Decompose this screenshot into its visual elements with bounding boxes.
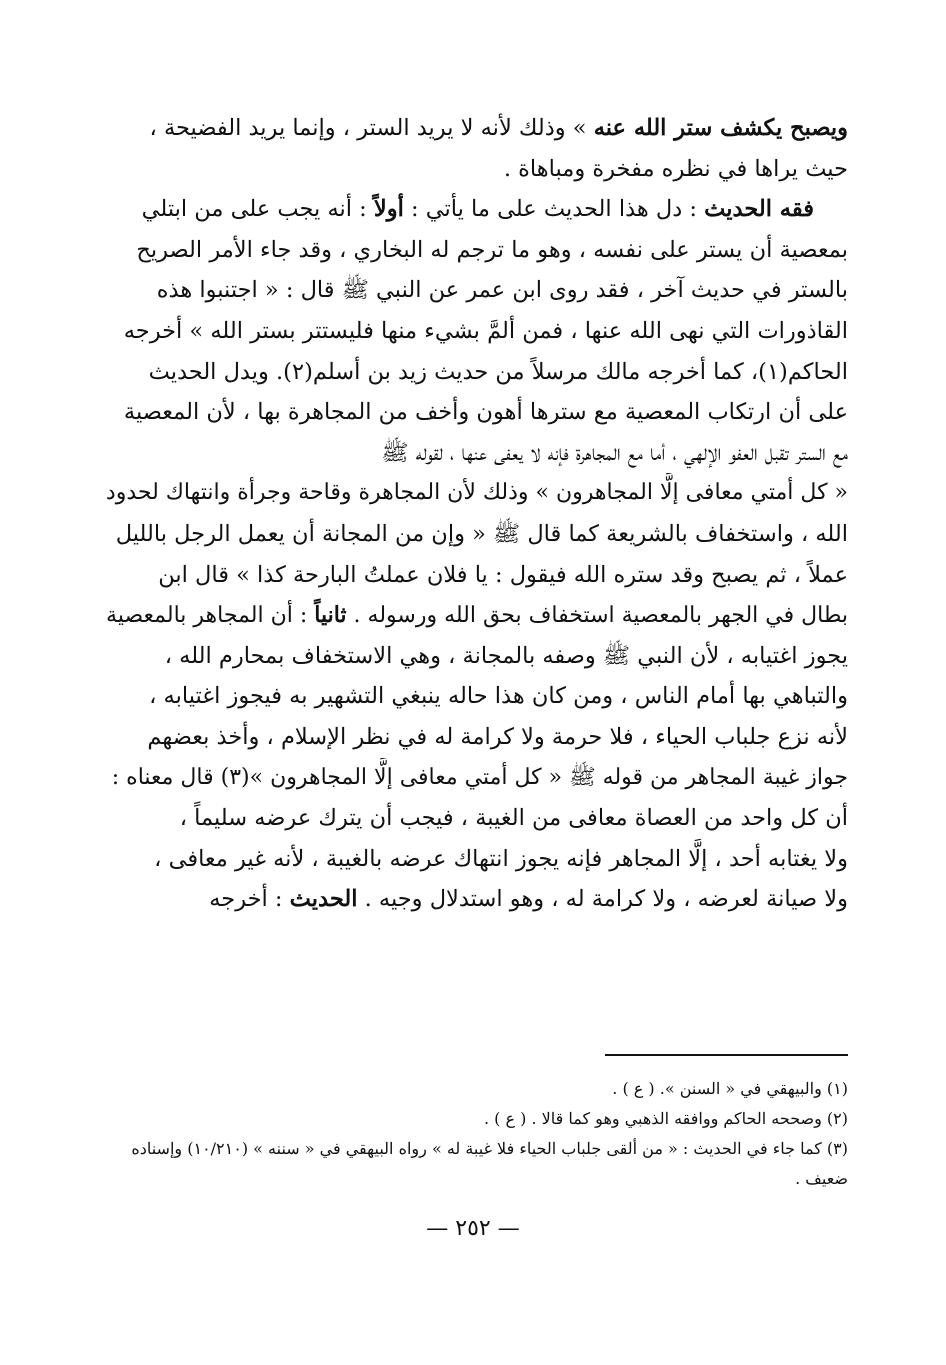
footnote-divider [605, 1054, 848, 1056]
text-line [100, 149, 848, 190]
text-line [100, 839, 848, 880]
text-line [100, 270, 848, 311]
text-run: ولا صيانة لعرضه ، ولا كرامة له ، وهو استدلال وجيه . [357, 886, 848, 913]
footnote-3-continued: ضعيف . [795, 1169, 848, 1188]
footnote-1: (١) والبيهقي في « السنن ». ( ع ) . [612, 1079, 848, 1098]
bold-term: الحديث [289, 886, 358, 913]
text-run: والتباهي بها أمام الناس ، ومن كان هذا حاله ينبغي التشهير به فيجوز اغتيابه ، [149, 683, 848, 710]
bold-term: ويصبح يكشف ستر الله عنه [593, 115, 848, 141]
text-line [100, 230, 848, 271]
text-line [100, 473, 848, 514]
text-run: القاذورات التي نهى الله عنها ، فمن ألمَّ بشيء منها فليستتر بستر الله » أخرجه [123, 317, 848, 344]
text-line [100, 676, 848, 717]
text-run: : أخرجه [209, 886, 290, 913]
text-run: على أن ارتكاب المعصية مع سترها أهون وأخف من المجاهرة بها ، لأن المعصية [123, 399, 848, 426]
bold-term: فقه الحديث [704, 196, 814, 223]
text-line [100, 798, 848, 839]
text-line [100, 433, 848, 474]
text-run: بطال في الجهر بالمعصية استخفاف بحق الله ورسوله . [346, 603, 848, 629]
text-run: حيث يراها في نظره مفخرة ومباهاة . [503, 155, 848, 182]
text-line [100, 108, 848, 149]
footnotes [100, 1074, 848, 1194]
page-number: — ٢٥٢ — [426, 1216, 520, 1241]
text-run: بمعصية أن يستر على نفسه ، وهو ما ترجم له البخاري ، وقد جاء الأمر الصريح [136, 236, 848, 263]
text-run: بالستر في حديث آخر ، فقد روى ابن عمر عن النبي ﷺ قال : « اجتنبوا هذه [156, 277, 848, 304]
text-run: جواز غيبة المجاهر من قوله ﷺ « كل أمتي معافى إلَّا المجاهرون »(٣) قال معناه : [111, 764, 848, 790]
text-run: الله ، واستخفاف بالشريعة كما قال ﷺ « وإن من المجانة أن يعمل الرجل بالليل [115, 520, 848, 547]
text-run: عملاً ، ثم يصبح وقد ستره الله فيقول : يا فلان عملتُ البارحة كذا » قال ابن [158, 561, 848, 588]
text-run: يجوز اغتيابه ، لأن النبي ﷺ وصفه بالمجانة ، وهي الاستخفاف بمحارم الله ، [164, 642, 848, 669]
text-run: : أن المجاهر بالمعصية [106, 603, 315, 629]
text-run: أن كل واحد من العصاة معافى من الغيبة ، فيجب أن يترك عرضه سليماً ، [179, 805, 848, 832]
text-line [100, 189, 848, 230]
text-line [100, 311, 848, 352]
text-run: : أنه يجب على من ابتلي [141, 196, 374, 223]
text-run: » وذلك لأنه لا يريد الستر ، وإنما يريد الفضيحة ، [149, 115, 594, 141]
main-text [100, 108, 848, 920]
text-run: ولا يغتابه أحد ، إلَّا المجاهر فإنه يجوز انتهاك عرضه بالغيبة ، لأنه غير معافى ، [154, 845, 848, 872]
text-line [100, 555, 848, 596]
text-line [100, 717, 848, 758]
text-line [100, 352, 848, 393]
footnote-2: (٢) وصححه الحاكم ووافقه الذهبي وهو كما قالا . ( ع ) . [483, 1109, 848, 1128]
bold-term: أولاً [373, 196, 404, 223]
text-run: « كل أمتي معافى إلَّا المجاهرون » وذلك لأن المجاهرة وقاحة وجرأة وانتهاك لحدود [105, 480, 848, 506]
text-run: مع الستر تقبل العفو الإلهي ، أما مع المجاهرة فإنه لا يعفى عنها ، لقوله ﷺ [381, 439, 848, 466]
text-line [100, 636, 848, 677]
text-line [100, 514, 848, 555]
text-line [100, 392, 848, 433]
text-line [100, 758, 848, 799]
text-run: الحاكم(١)، كما أخرجه مالك مرسلاً من حديث زيد بن أسلم(٢). ويدل الحديث [148, 358, 848, 385]
text-line [100, 595, 848, 636]
footnote-3: (٣) كما جاء في الحديث : « من ألقى جلباب الحياء فلا غيبة له » رواه البيهقي في « سننه » (١٠/٢١٠) وإسناده [131, 1139, 848, 1158]
text-run: لأنه نزع جلباب الحياء ، فلا حرمة ولا كرامة له في نظر الإسلام ، وأخذ بعضهم [147, 723, 848, 750]
bold-term: ثانياً [314, 602, 347, 629]
text-line [100, 879, 848, 920]
text-run: : دل هذا الحديث على ما يأتي : [403, 196, 705, 223]
